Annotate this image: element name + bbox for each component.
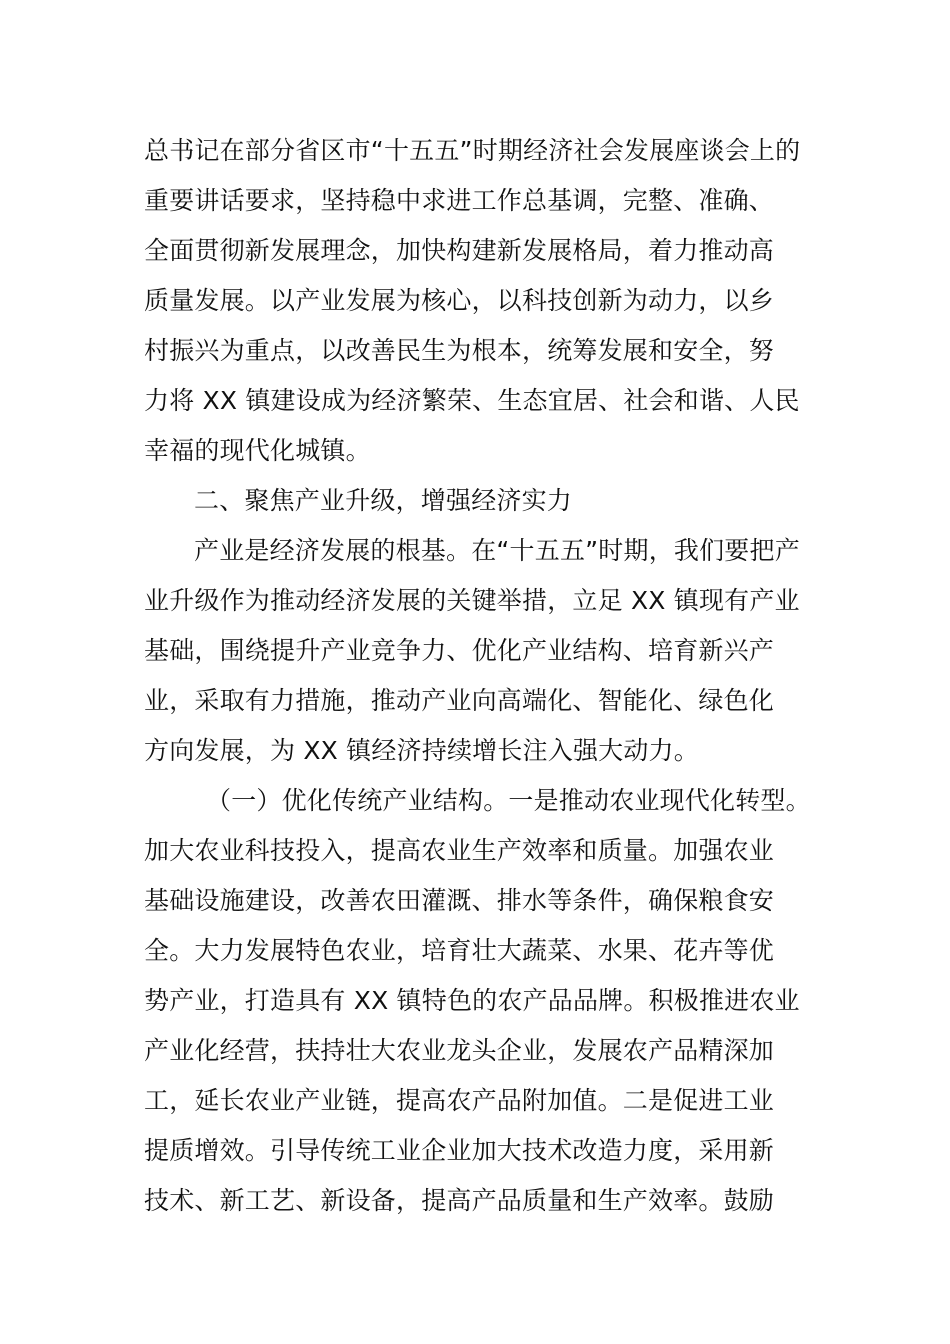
text-line: 势产业，打造具有 XX 镇特色的农产品品牌。积极推进农业 bbox=[144, 986, 800, 1015]
text-line: 技术、新工艺、新设备，提高产品质量和生产效率。鼓励 bbox=[144, 1186, 775, 1215]
text-line: 加大农业科技投入，提高农业生产效率和质量。加强农业 bbox=[144, 836, 775, 865]
text-line: 提质增效。引导传统工业企业加大技术改造力度，采用新 bbox=[144, 1136, 775, 1165]
text-line: 基础，围绕提升产业竞争力、优化产业结构、培育新兴产 bbox=[144, 636, 775, 665]
text-line: 村振兴为重点，以改善民生为根本，统筹发展和安全，努 bbox=[144, 336, 775, 365]
text-line: 产业化经营，扶持壮大农业龙头企业，发展农产品精深加 bbox=[144, 1036, 775, 1065]
text-line: 基础设施建设，改善农田灌溉、排水等条件，确保粮食安 bbox=[144, 886, 775, 915]
text-line: 全。大力发展特色农业，培育壮大蔬菜、水果、花卉等优 bbox=[144, 936, 775, 965]
document-body bbox=[144, 126, 824, 1226]
text-line: 力将 XX 镇建设成为经济繁荣、生态宜居、社会和谐、人民 bbox=[144, 386, 800, 415]
text-line: 质量发展。以产业发展为核心，以科技创新为动力，以乡 bbox=[144, 286, 775, 315]
text-line: 工，延长农业产业链，提高农产品附加值。二是促进工业 bbox=[144, 1086, 775, 1115]
text-line: 方向发展，为 XX 镇经济持续增长注入强大动力。 bbox=[144, 736, 699, 765]
text-line: 全面贯彻新发展理念，加快构建新发展格局，着力推动高 bbox=[144, 236, 775, 265]
text-line: 业升级作为推动经济发展的关键举措，立足 XX 镇现有产业 bbox=[144, 586, 800, 615]
text-line: 产业是经济发展的根基。在“十五五”时期，我们要把产 bbox=[194, 536, 800, 565]
text-line: 重要讲话要求，坚持稳中求进工作总基调，完整、准确、 bbox=[144, 186, 775, 215]
section-heading: 二、聚焦产业升级，增强经济实力 bbox=[194, 486, 573, 515]
text-line: 业，采取有力措施，推动产业向高端化、智能化、绿色化 bbox=[144, 686, 775, 715]
subsection-heading: （一）优化传统产业结构。一是推动农业现代化转型。 bbox=[206, 786, 811, 815]
text-line: 总书记在部分省区市“十五五”时期经济社会发展座谈会上的 bbox=[144, 136, 801, 165]
text-line: 幸福的现代化城镇。 bbox=[144, 436, 371, 465]
